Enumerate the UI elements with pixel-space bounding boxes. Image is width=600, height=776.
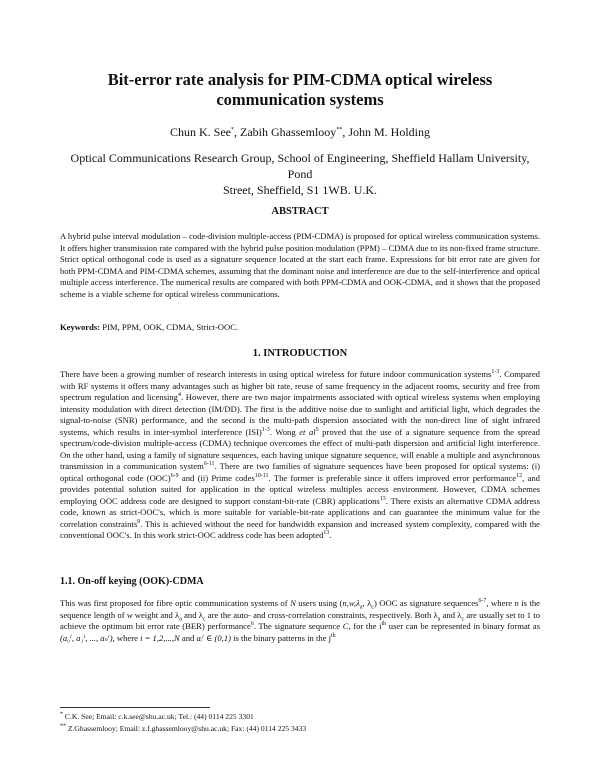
citation: 9 [137, 518, 141, 525]
affiliation-line-2: Street, Sheffield, S1 1WB. U.K. [222, 183, 378, 197]
keywords-text: PIM, PPM, OOK, CDMA, Strict-OOC. [100, 322, 239, 332]
title-line-2: communication systems [216, 90, 384, 109]
footnote-1: * C.K. See; Email: c.k.see@shu.ac.uk; Tel.: (44) 0114 225 3301 [60, 711, 254, 721]
author-3: , John M. Holding [342, 125, 430, 139]
sequence-formula: (a₀ⁱ, a₁ⁱ, ..., aₙⁱ) [60, 632, 113, 643]
binary-set: aᵢⁱ ∈ (0,1) [196, 632, 231, 643]
keywords [60, 322, 540, 334]
footnote-2: ** Z.Ghassemlooy; Email: z.f.ghassemlooy@shu.ac.uk; Fax: (44) 0114 225 3433 [60, 723, 307, 733]
citation: 1-3 [491, 369, 500, 376]
title-line-1: Bit-error rate analysis for PIM-CDMA optical wireless [107, 70, 493, 89]
author-2-mark: ** [336, 127, 343, 133]
subsection-heading: 1.1. On-off keying (OOK)-CDMA [60, 576, 204, 587]
keywords-label: Keywords: [60, 322, 101, 332]
citation: 6-11 [203, 461, 215, 468]
author-2: , Zabih Ghassemlooy [233, 125, 337, 139]
citation: 10-11 [254, 472, 269, 479]
index-set: i = 1,2,...,N [140, 632, 180, 643]
citation: 6 [250, 621, 254, 628]
abstract-text: A hybrid pulse interval modulation – code-division multiple-access (PIM-CDMA) is proposed for optical wireless communication systems. It offers higher transmission rate compared with the hybrid pulse position modulation (PPM) – CDMA due to its non-fixed frame structure. Strict optical orthogonal code is used as a signature sequence located at the start each frame. Expressions for bit error rate are given for both PPM-CDMA and PIM-CDMA schemes, assuming that the dominant noise and interference are due to the self-interference and optical multiple access interference. The numerical results are compared with both PPM-CDMA and OOK-CDMA, and it shows that the proposed scheme is a viable scheme for optical wireless communications. [60, 231, 540, 299]
citation: 12 [516, 472, 523, 479]
citation: 1-3 [261, 426, 270, 433]
intro-heading: 1. INTRODUCTION [252, 348, 348, 359]
author-list [60, 125, 540, 140]
ook-paragraph: This was first proposed for fibre optic communication systems of N users using ($n,w,\lambda_a$, $\lambda_c$) OOC as signature sequences$^{6-7}$, where n is the sequence length of w weight and $\lambda_a$ and $\lambda_c$ are the auto- and cross-correlation constraints, respectively. Both $\lambda_a$ and $\lambda_c$ are usually set to 1 to achieve the optimum bit error rate (BER) performance$^6$. The signature sequence C, for the $i^{th}$ user can be represented in binary format as (a₀ⁱ, a₁ⁱ, ..., aₙⁱ), where i = 1,2,...,N and aᵢⁱ ∈ (0,1) is the binary patterns in the $j^{th}$ [60, 598, 540, 643]
citation: 6-9 [170, 472, 179, 479]
citation: 6-7 [478, 598, 487, 605]
author-1: Chun K. See [169, 125, 231, 139]
footnote-divider [60, 707, 210, 708]
affiliation [60, 150, 540, 198]
citation: 13 [379, 495, 386, 502]
citation: 5 [315, 426, 319, 433]
citation: 4 [177, 392, 181, 399]
paper-title [60, 70, 540, 110]
intro-paragraph: There have been a growing number of research interests in using optical wireless for future indoor communication systems$^{1-3}$. Compared with RF systems it offers many advantages such as higher bit rate, reuse of same frequency in the adjacent rooms, security and free from spectrum regulation and licensing$^4$. However, there are two major impairments associated with optical wireless systems when employing intensity modulation with direct detection (IM/DD). The first is the additive noise due to sunlight and artificial light, which degrades the signal-to-noise (SNR) performance, and the second is the multi-path dispersion associated with the non-direct line of sight infrared systems, which results in inter-symbol interference (ISI)$^{1-3}$. Wong et $al^5$ proved that the use of a signature sequence from the spread spectrum/code-division multiple-access (CDMA) technique overcomes the effect of multi-path dispersion and artificial light interference. On the other hand, using a family of signature sequences, each having unique signature sequence, will enable a multiple and asynchronous transmission in a communication system$^{6-11}$. There are two families of signature sequences have been proposed for optical systems: (i) optical orthogonal code (OOC)$^{6-9}$ and (ii) Prime codes$^{10-11}$. The former is preferable since it offers improved error performance$^{12}$, and provides potential solution suited for application in the optical wireless multiples access environment. However, CDMA schemes employing OOC address code are designed to support constant-bit-rate (CBR) applications$^{13}$. There exists an alternative CDMA address code, known as strict-OOC's, which is more suitable for variable-bit-rate applications and can guarantee the minimum value for the correlation constraints$^9$. This is achieved without the need for bandwidth expansion and increased system complexity, compared with the conventional OOC's. In this work strict-OOC address code has been adopted$^{13}$. [60, 369, 540, 540]
affiliation-line-1: Optical Communications Research Group, School of Engineering, Sheffield Hallam University, Pond [70, 151, 530, 181]
citation: 13 [323, 530, 330, 537]
abstract-heading: ABSTRACT [271, 206, 329, 217]
author-1-mark: * [230, 127, 234, 133]
